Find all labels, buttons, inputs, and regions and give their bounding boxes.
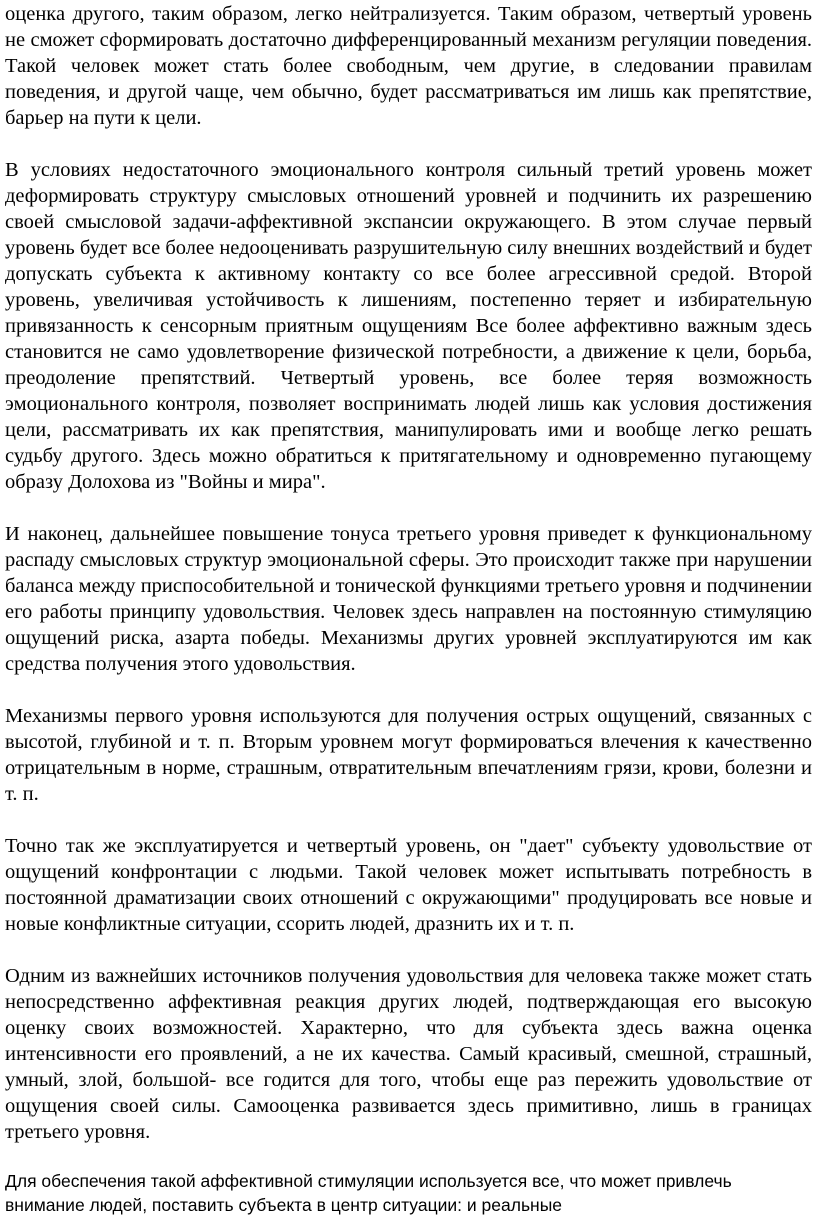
paragraph-2: В условиях недостаточного эмоционального контроля сильный третий уровень может деформировать структуру смысловых отношений уровней и подчинить их разрешению своей смысловой задачи-аффективной экспансии окружающего. В этом случае первый уровень будет все более недооценивать разрушительную силу внешних воздействий и будет допускать субъекта к активному контакту со все более агрессивной средой. Второй уровень, увеличивая устойчивость к лишениям, постепенно теряет и избирательную привязанность к сенсорным приятным ощущениям Все более аффективно важным здесь становится не само удовлетворение физической потребности, а движение к цели, борьба, преодоление препятствий. Четвертый уровень, все более теряя возможность эмоционального контроля, позволяет воспринимать людей лишь как условия достижения цели, рассматривать их как препятствия, манипулировать ими и вообще легко решать судьбу другого. Здесь можно обратиться к притягательному и одновременно пугающему образу Долохова из "Войны и мира". [5, 159, 812, 493]
paragraph-1: оценка другого, таким образом, легко нейтрализуется. Таким образом, четвертый уровень не сможет сформировать достаточно дифференцированный механизм регуляции поведения. Такой человек может стать более свободным, чем другие, в следовании правилам поведения, и другой чаще, чем обычно, будет рассматриваться им лишь как препятствие, барьер на пути к цели. [5, 3, 812, 129]
paragraph-7: Для обеспечения такой аффективной стимуляции используется все, что может привлечь внимание людей, поставить субъекта в центр ситуации: и реальные [5, 1171, 732, 1215]
paragraph-4: Механизмы первого уровня используются для получения острых ощущений, связанных с высотой, глубиной и т. п. Вторым уровнем могут формироваться влечения к качественно отрицательным в норме, страшным, отвратительным впечатлениям грязи, крови, болезни и т. п. [5, 705, 812, 805]
paragraph-5: Точно так же эксплуатируется и четвертый уровень, он "дает" субъекту удовольствие от ощущений конфронтации с людьми. Такой человек может испытывать потребность в постоянной драматизации своих отношений с окружающими" продуцировать все новые и новые конфликтные ситуации, ссорить людей, дразнить их и т. п. [5, 835, 812, 935]
paragraph-3: И наконец, дальнейшее повышение тонуса третьего уровня приведет к функциональному распаду смысловых структур эмоциональной сферы. Это происходит также при нарушении баланса между приспособительной и тонической функциями третьего уровня и подчинении его работы принципу удовольствия. Человек здесь направлен на постоянную стимуляцию ощущений риска, азарта победы. Механизмы других уровней эксплуатируются им как средства получения этого удовольствия. [5, 523, 812, 675]
paragraph-6: Одним из важнейших источников получения удовольствия для человека также может стать непосредственно аффективная реакция других людей, подтверждающая его высокую оценку своих возможностей. Характерно, что для субъекта здесь важна оценка интенсивности его проявлений, а не их качества. Самый красивый, смешной, страшный, умный, злой, большой- все годится для того, чтобы еще раз пережить удовольствие от ощущения своей силы. Самооценка развивается здесь примитивно, лишь в границах третьего уровня. [5, 965, 812, 1143]
